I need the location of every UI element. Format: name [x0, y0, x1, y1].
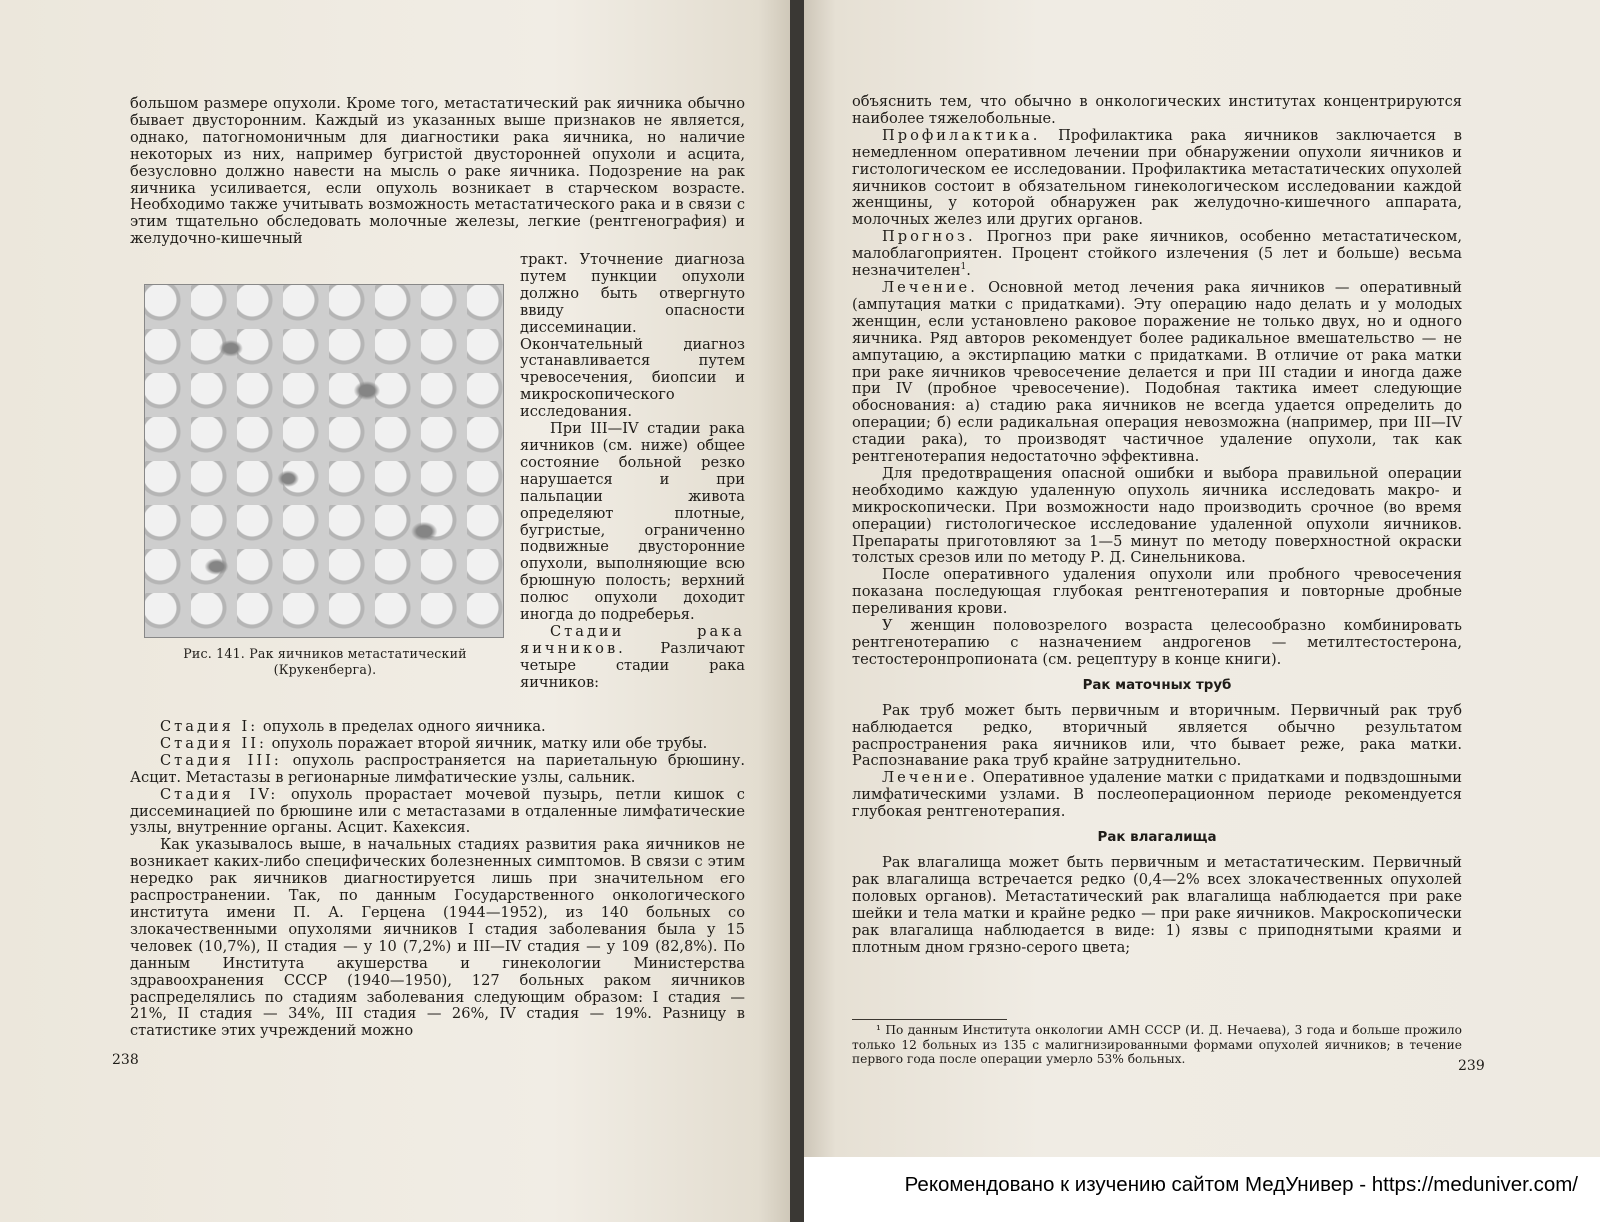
stage-label: Стадия II: — [160, 734, 267, 752]
footnote-text: ¹ По данным Института онкологии АМН СССР (И. Д. Нечаева), 3 года и больше прожило только 12 больных из 135 с малигнизированными формами опухолей яичников; в течение первого года после операции умерло 53% больных. — [852, 1023, 1462, 1067]
stages-paragraph — [520, 624, 745, 692]
stage-item — [130, 736, 745, 753]
prophylaxis-run: Профилактика. — [882, 126, 1041, 144]
right-main-column — [852, 94, 1462, 956]
left-bottom-column — [130, 719, 745, 1040]
stage-text: опухоль распространяется на париетальную брюшину. Асцит. Метастазы в регионарные лимфатические узлы, сальник. — [130, 751, 746, 786]
stage-text: опухоль прорастает мочевой пузырь, петли кишок с диссеминацией по брюшине или с метастазами в отдаленные лимфатические узлы, внутренние органы. Асцит. Кахексия. — [130, 785, 745, 837]
prophylaxis-paragraph — [852, 128, 1462, 229]
stages-heading-run: Стадии рака яичников. — [520, 622, 745, 657]
page-number-left: 238 — [112, 1052, 139, 1068]
tubes-treatment-run: Лечение. — [882, 769, 978, 787]
stage-item — [130, 787, 745, 838]
wrap-paragraph-2: При III—IV стадии рака яичников (см. ниже) общее состояние больной резко нарушается и при пальпации живота определяют плотные, бугристые, ограниченно подвижные двусторонние опухоли, выполняющие всю брюшную полость; верхний полюс опухоли доходит иногда до подреберья. — [520, 420, 745, 624]
stage-label: Стадия III: — [160, 751, 282, 769]
tubes-paragraph: Рак труб может быть первичным и вторичным. Первичный рак труб наблюдается редко, вторичный является обычно результатом распространения рака яичников или, что бывает реже, рака матки. Распознавание рака труб крайне затруднительно. — [852, 701, 1462, 770]
wrap-paragraph-1: тракт. Уточнение диагноза путем пункции опухоли должно быть отвергнуто ввиду опасности диссеминации. Окончательный диагноз устанавливается путем чревосечения, биопсии и микроскопического исследования. — [520, 251, 745, 421]
heading-tubes: Рак маточных труб — [1082, 677, 1232, 693]
treatment-text: Основной метод лечения рака яичников — оперативный (ампутация матки с придатками). Эту операцию надо делать и у молодых женщин, если установлено раковое поражение не только двух, но и одного яичника. Ряд авторов рекомендует более радикальное вмешательство — не ампутацию, а экстирпацию матки с придатками. В отличие от рака матки при раке яичников чревосечение делается и при III стадии и иногда даже при IV (пробное чревосечение). Подобная тактика имеет следующие обоснования: а) стадию рака яичников не всегда удается определить до операции; б) если радикальная операция невозможна (например, при III—IV стадии рака), то производят частичное удаление опухоли, так как рентгенотерапия недостаточно эффективна. — [852, 278, 1462, 466]
prophylaxis-text: Профилактика рака яичников заключается в немедленном оперативном лечении при обнаружении опухоли яичников и гистологическом ее исследовании. Профилактика метастатических опухолей яичников состоит в обязательном гинекологическом исследовании каждой женщины, у которой обнаружен рак желудочно-кишечного аппарата, молочных желез или других органов. — [852, 126, 1462, 229]
vagina-paragraph: Рак влагалища может быть первичным и метастатическим. Первичный рак влагалища встречается редко (0,4—2% всех злокачественных опухолей половых органов). Метастатический рак влагалища наблюдается при раке шейки и тела матки и крайне редко — при раке яичников. Макроскопически рак влагалища наблюдается в виде: 1) язвы с приподнятыми краями и плотным дном грязно-серого цвета; — [852, 853, 1462, 956]
figure-caption: Рис. 141. Рак яичников метастатический (Крукенберга). — [183, 646, 467, 677]
women-paragraph: У женщин половозрелого возраста целесообразно комбинировать рентгенотерапию с назначением андрогенов — метилтестостерона, тестостеронпропионата (см. рецептуру в конце книги). — [852, 617, 1462, 668]
prognosis-paragraph: Прогноз. Прогноз при раке яичников, особенно метастатическом, малоблагоприятен. Процент стойкого излечения (5 лет и больше) весьма незначителен$^1$. — [852, 228, 1462, 280]
footnote-rule — [852, 1019, 1007, 1020]
banner-text[interactable]: Рекомендовано к изучению сайтом МедУнивер - https://meduniver.com/ — [904, 1173, 1578, 1196]
left-page — [0, 0, 790, 1222]
stage-text: опухоль поражает второй яичник, матку или обе трубы. — [271, 734, 708, 752]
recommendation-banner — [804, 1157, 1600, 1222]
prognosis-run: Прогноз. — [882, 228, 976, 246]
heading-vagina: Рак влагалища — [1097, 830, 1217, 846]
tubes-treatment-paragraph — [852, 770, 1462, 821]
error-paragraph: Для предотвращения опасной ошибки и выбора правильной операции необходимо каждую удаленную опухоль яичника исследовать макро- и микроскопически. При возможности надо производить срочное (во время операции) гистологическое исследование удаленной опухоли яичников. Препараты приготовляют за 1—5 минут по методу поверхностной окраски толстых срезов или по методу Р. Д. Синельникова. — [852, 464, 1462, 567]
footnote — [852, 1023, 1462, 1067]
page-number-right: 239 — [1458, 1058, 1485, 1074]
left-top-text: большом размере опухоли. Кроме того, метастатический рак яичника обычно бывает двусторонним. Каждый из указанных выше признаков не является, однако, патогномоничным для диагностики рака яичника, но наличие некоторых из них, например бугристой двусторонней опухоли и асцита, безусловно должно навести на мысль о раке яичника. Подозрение на рак яичника усиливается, если опухоль возникает в старческом возрасте. Необходимо также учитывать возможность метастатического рака и в связи с этим тщательно обследовать молочные железы, легкие (рентгенография) и желудочно-кишечный — [130, 95, 745, 248]
stage-label: Стадия I: — [160, 718, 259, 735]
footnote-mark: 1 — [960, 262, 967, 273]
book-spine — [790, 0, 804, 1222]
stage-label: Стадия IV: — [160, 785, 279, 803]
treatment-run: Лечение. — [882, 278, 978, 296]
histology-figure-image — [144, 284, 504, 638]
after-surgery-paragraph: После оперативного удаления опухоли или пробного чревосечения показана последующая глубокая рентгенотерапия и повторные дробные переливания крови. — [852, 566, 1462, 618]
stage-text: опухоль в пределах одного яичника. — [262, 718, 546, 735]
treatment-paragraph — [852, 280, 1462, 466]
stages-intro: Различают четыре стадии рака яичников: — [520, 639, 745, 691]
tubes-treatment-text: Оперативное удаление матки с придатками и подвздошными лимфатическими узлами. В послеоперационном периоде рекомендуется глубокая рентгенотерапия. — [852, 769, 1463, 821]
prognosis-text: Прогноз при раке яичников, особенно метастатическом, малоблагоприятен. Процент стойкого излечения (5 лет и больше) весьма незначителен — [852, 228, 1462, 280]
left-wrap-column — [520, 252, 745, 692]
statistics-paragraph: Как указывалось выше, в начальных стадиях развития рака яичников не возникает каких-либо специфических болезненных симптомов. В связи с этим нередко рак яичников диагностируется лишь при значительном его распространении. Так, по данным Государственного онкологического института имени П. А. Герцена (1944—1952), из 140 больных со злокачественными опухолями яичников I стадия заболевания была у 15 человек (10,7%), II стадия — у 10 (7,2%) и III—IV стадия — у 109 (82,8%). По данным Института акушерства и гинекологии Министерства здравоохранения СССР (1940—1950), 127 больных раком яичников распределялись по стадиям заболевания следующим образом: I стадия — 21%, II стадия — 34%, III стадия — 26%, IV стадия — 19%. Разницу в статистике этих учреждений можно — [130, 836, 745, 1040]
stage-item — [130, 719, 745, 736]
stage-item — [130, 753, 745, 787]
continuation-paragraph: объяснить тем, что обычно в онкологических институтах концентрируются наиболее тяжелобольные. — [852, 93, 1462, 127]
left-top-paragraph — [130, 96, 745, 248]
